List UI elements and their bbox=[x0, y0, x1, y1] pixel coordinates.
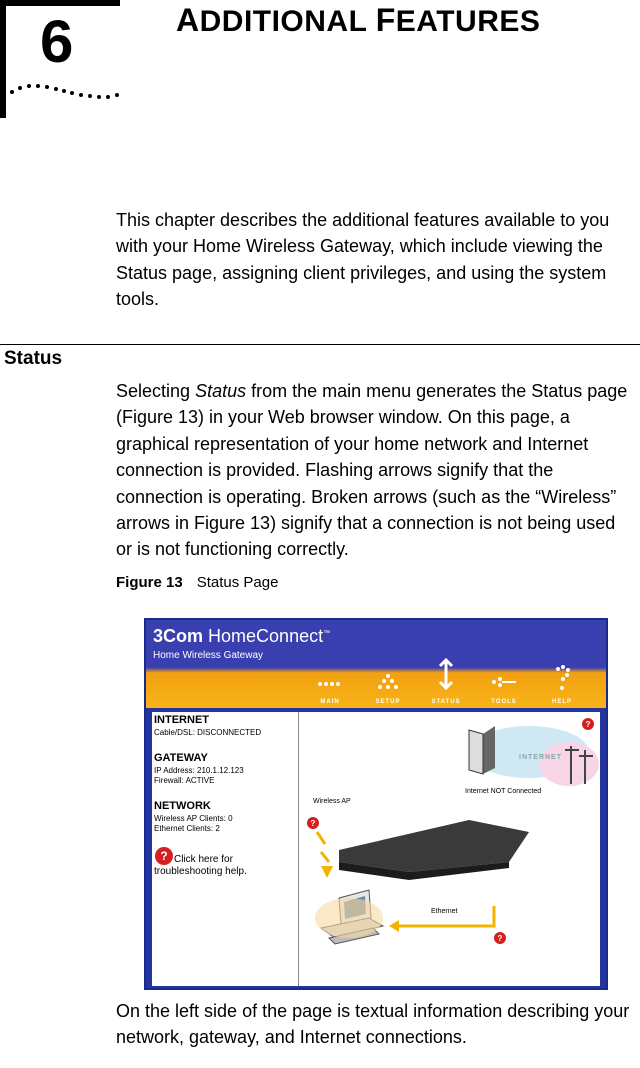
status-paragraph-start: Selecting bbox=[116, 381, 196, 401]
chapter-title-part-1: DDITIONAL bbox=[199, 5, 376, 38]
help-question-icon bbox=[547, 664, 577, 692]
figure-caption bbox=[116, 574, 278, 591]
gateway-firewall: Firewall: ACTIVE bbox=[154, 776, 215, 785]
network-ethernet-clients: Ethernet Clients: 2 bbox=[154, 824, 220, 833]
status-paragraph-rest: from the main menu generates the Status page (Figure 13) in your Web browser window. On this page, a graphical representation of your home network and Internet connection is provided. Flashing arrows signify that the connection is operating. Broken arrows (such as the “Wireless” arrows in Figure 13) signify that a connection is not being used or is not functioning correctly. bbox=[116, 381, 628, 560]
setup-icon bbox=[373, 672, 403, 692]
internet-help-icon bbox=[582, 718, 594, 730]
wireless-broken-arrow-icon bbox=[317, 832, 329, 862]
nav-help-label: HELP bbox=[551, 699, 572, 705]
svg-text:?: ? bbox=[310, 819, 316, 828]
internet-status: Cable/DSL: DISCONNECTED bbox=[154, 728, 262, 737]
brand-3com: 3Com bbox=[153, 626, 204, 646]
brand-logo bbox=[153, 626, 330, 647]
section-heading: Status bbox=[4, 348, 63, 369]
screenshot-header bbox=[146, 620, 606, 708]
gateway-heading: GATEWAY bbox=[154, 752, 208, 764]
chapter-title-part-2: EATURES bbox=[395, 5, 541, 38]
troubleshoot-link-line2[interactable]: troubleshooting help. bbox=[154, 866, 247, 877]
screenshot-content bbox=[152, 712, 600, 986]
status-page-screenshot bbox=[144, 618, 608, 990]
nav-tools[interactable] bbox=[480, 672, 528, 705]
chapter-title-initial-f: F bbox=[375, 2, 396, 38]
diagram-internet-label: INTERNET bbox=[519, 754, 562, 761]
tools-icon bbox=[489, 672, 519, 692]
network-diagram bbox=[299, 712, 600, 986]
nav-status[interactable] bbox=[422, 672, 470, 705]
nav-tools-label: TOOLS bbox=[491, 699, 517, 705]
figure-number: Figure 13 bbox=[116, 574, 183, 591]
nav-setup[interactable] bbox=[364, 672, 412, 705]
svg-text:?: ? bbox=[497, 934, 503, 943]
nav-help[interactable] bbox=[538, 672, 586, 705]
gateway-ip: IP Address: 210.1.12.123 bbox=[154, 766, 244, 775]
nav-main[interactable] bbox=[306, 672, 354, 705]
nav-main-label: MAIN bbox=[320, 699, 340, 705]
brand-trademark: ™ bbox=[323, 630, 331, 637]
chapter-dots-decoration bbox=[6, 82, 124, 106]
brand-homeconnect: HomeConnect bbox=[208, 626, 324, 646]
main-icon bbox=[315, 672, 345, 692]
ethernet-help-icon bbox=[494, 932, 506, 944]
brand-subtitle: Home Wireless Gateway bbox=[153, 650, 264, 661]
wireless-help-icon bbox=[307, 817, 319, 829]
figure-title: Status Page bbox=[196, 574, 279, 591]
network-wireless-clients: Wireless AP Clients: 0 bbox=[154, 814, 233, 823]
section-divider bbox=[0, 344, 640, 345]
nav-status-label: STATUS bbox=[431, 699, 461, 705]
chapter-number: 6 bbox=[40, 8, 74, 75]
troubleshoot-link-line1[interactable]: Click here for bbox=[174, 854, 233, 865]
internet-heading: INTERNET bbox=[154, 714, 209, 726]
svg-text:?: ? bbox=[160, 849, 168, 863]
server-icon bbox=[483, 726, 495, 774]
internet-not-connected-label: Internet NOT Connected bbox=[465, 788, 542, 795]
troubleshoot-help-icon[interactable] bbox=[154, 846, 174, 866]
network-heading: NETWORK bbox=[154, 800, 211, 812]
status-paragraph bbox=[116, 378, 636, 563]
chapter-title bbox=[176, 2, 540, 39]
intro-paragraph: This chapter describes the additional features available to you with your Home Wireless Gateway, which include viewing the Status page, assigning client privileges, and using the system tools. bbox=[116, 210, 610, 310]
nav-setup-label: SETUP bbox=[375, 699, 401, 705]
wireless-ap-label: Wireless AP bbox=[313, 798, 351, 805]
status-info-panel bbox=[152, 712, 299, 986]
internet-cloud-pink bbox=[539, 742, 599, 786]
svg-text:?: ? bbox=[585, 720, 591, 729]
closing-paragraph: On the left side of the page is textual information describing your network, gateway, and Internet connections. bbox=[116, 1001, 630, 1048]
status-icon bbox=[431, 656, 461, 692]
chapter-title-initial-a: A bbox=[176, 2, 200, 38]
status-italic-term: Status bbox=[195, 381, 247, 401]
ethernet-label: Ethernet bbox=[431, 908, 458, 915]
